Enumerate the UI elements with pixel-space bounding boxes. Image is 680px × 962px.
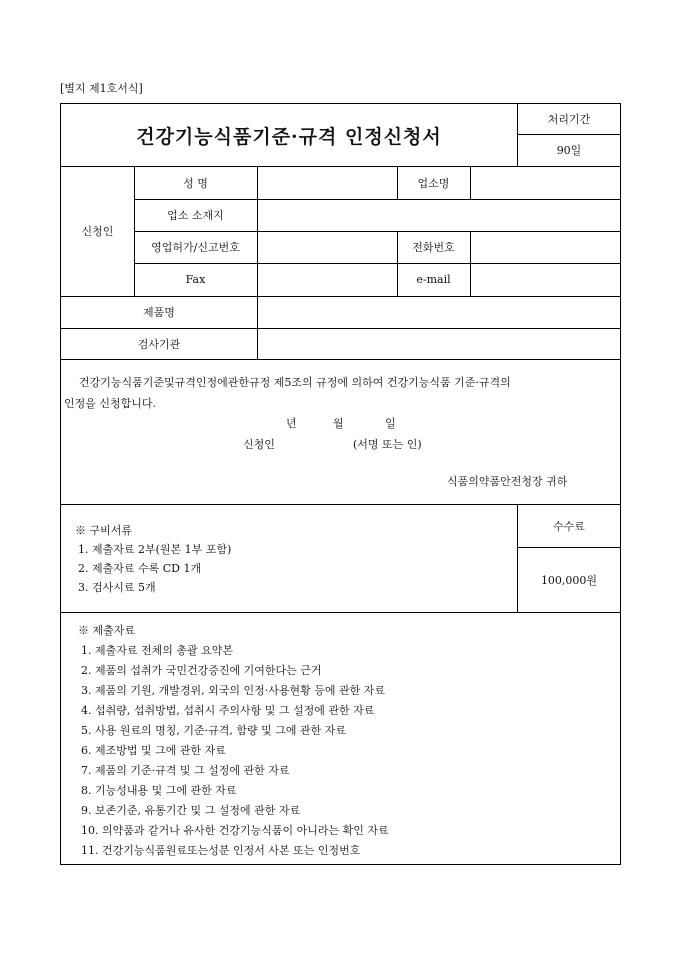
list-item: 2. 제품의 섭취가 국민건강증진에 기여한다는 근거 [81, 664, 322, 677]
date-year: 년 [286, 417, 297, 430]
list-item: 10. 의약품과 같거나 유사한 건강기능식품이 아니라는 확인 자료 [81, 824, 389, 837]
form-title: 건강기능식품기준·규격 인정신청서 [136, 125, 442, 148]
email-label: e-mail [416, 273, 451, 286]
date-month: 월 [333, 417, 344, 430]
list-item: 1. 제출자료 전체의 총괄 요약본 [81, 644, 233, 657]
list-item: 5. 사용 원료의 명칭, 기준·규격, 함량 및 그에 관한 자료 [81, 724, 346, 737]
list-item: 1. 제출자료 2부(원본 1부 포함) [78, 543, 232, 556]
email-field[interactable] [470, 263, 621, 296]
list-item: 9. 보존기준, 유통기간 및 그 설정에 관한 자료 [81, 804, 301, 817]
submission-heading: ※ 제출자료 [78, 624, 136, 637]
list-item: 7. 제품의 기준·규격 및 그 설정에 관한 자료 [81, 764, 290, 777]
applicant-section-label: 신청인 [81, 225, 114, 238]
fee-label: 수수료 [553, 519, 585, 533]
divider [61, 359, 621, 360]
statement-line-1: 건강기능식품기준및규격인정에관한규정 제5조의 규정에 의하여 건강기능식품 기준·규격의 [79, 376, 511, 389]
signature-placeholder: (서명 또는 인) [353, 438, 422, 451]
application-form [60, 103, 621, 865]
list-item: 2. 제출자료 수록 CD 1개 [78, 562, 202, 575]
signature-applicant-label: 신청인 [243, 438, 275, 451]
business-address-label: 업소 소재지 [167, 209, 224, 222]
processing-period-label: 처리기간 [547, 113, 591, 126]
business-address-field[interactable] [257, 199, 621, 231]
list-item: 3. 제품의 기원, 개발경위, 외국의 인정·사용현황 등에 관한 자료 [81, 684, 385, 697]
list-item: 8. 기능성내용 및 그에 관한 자료 [81, 784, 237, 797]
business-name-label: 업소명 [417, 176, 450, 190]
fee-value: 100,000원 [540, 573, 598, 587]
fax-label: Fax [185, 273, 206, 286]
license-number-field[interactable] [257, 231, 397, 263]
addressee: 식품의약품안전청장 귀하 [447, 475, 568, 488]
list-item: 11. 건강기능식품원료또는성분 인정서 사본 또는 인정번호 [81, 844, 361, 857]
license-number-label: 영업허가/신고번호 [151, 241, 240, 254]
fax-field[interactable] [257, 263, 397, 296]
form-number-label: [별지 제1호서식] [60, 82, 143, 95]
list-item: 4. 섭취량, 섭취방법, 섭취시 주의사항 및 그 설정에 관한 자료 [81, 704, 375, 717]
list-item: 6. 제조방법 및 그에 관한 자료 [81, 744, 226, 757]
name-field[interactable] [257, 166, 397, 199]
business-name-field[interactable] [470, 166, 621, 199]
divider [61, 612, 621, 613]
name-label: 성 명 [183, 176, 208, 190]
inspection-agency-label: 검사기관 [137, 337, 181, 351]
product-name-label: 제품명 [143, 306, 175, 319]
processing-period-value: 90일 [556, 144, 582, 157]
date-day: 일 [385, 417, 396, 430]
phone-label: 전화번호 [412, 241, 455, 254]
inspection-agency-field[interactable] [257, 328, 621, 359]
phone-field[interactable] [470, 231, 621, 263]
product-name-field[interactable] [257, 296, 621, 328]
statement-line-2: 인정을 신청합니다. [64, 397, 157, 410]
required-documents-heading: ※ 구비서류 [75, 524, 133, 537]
list-item: 3. 검사시료 5개 [78, 581, 156, 594]
